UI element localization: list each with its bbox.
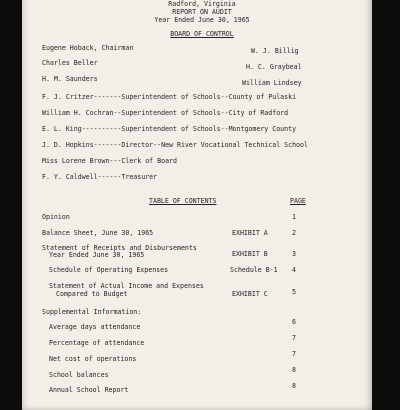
toc-entry-label: School balances: [49, 371, 109, 379]
toc-entry-label: Annual School Report: [49, 386, 129, 394]
toc-entry-label: Schedule of Operating Expenses: [49, 266, 169, 274]
toc-entry-label: Opinion: [42, 213, 70, 221]
board-member: William Lindsey: [242, 79, 302, 87]
toc-entry-label: Percentage of attendance: [49, 339, 145, 347]
toc-entry-label: Year Ended June 30, 1965: [49, 251, 145, 259]
toc-entry-page: 8: [292, 366, 296, 374]
toc-entry-label: Statement of Receipts and Disbursements: [42, 244, 197, 252]
board-member: H. C. Graybeal: [246, 63, 302, 71]
document-page: [22, 0, 372, 410]
officer-line: William H. Cochran--Superintendent of Schools--City of Radford: [42, 109, 289, 117]
board-member: W. J. Billig: [251, 47, 299, 55]
toc-entry-label: Compared to Budget: [56, 290, 128, 298]
header-report: REPORT ON AUDIT: [172, 8, 232, 16]
toc-entry-page: 5: [292, 288, 296, 296]
toc-entry-page: 4: [292, 266, 296, 274]
toc-entry-exhibit: EXHIBIT C: [232, 290, 268, 298]
toc-entry-page: 3: [292, 250, 296, 258]
officer-line: J. D. Hopkins-------Director--New River Vocational Technical School: [42, 141, 308, 149]
toc-entry-page: 7: [292, 334, 296, 342]
officer-line: F. Y. Caldwell------Treasurer: [42, 173, 158, 181]
toc-section-heading: Supplemental Information:: [42, 308, 142, 316]
toc-entry-page: 7: [292, 350, 296, 358]
board-member: Eugene Hoback, Chairman: [42, 44, 134, 52]
toc-entry-label: Statement of Actual Income and Expenses: [49, 282, 204, 290]
board-member: Charles Beller: [42, 59, 98, 67]
toc-entry-label: Balance Sheet, June 30, 1965: [42, 229, 154, 237]
toc-entry-exhibit: EXHIBIT B: [232, 250, 268, 258]
officer-line: F. J. Critzer-------Superintendent of Schools--County of Pulaski: [42, 93, 297, 101]
officer-line: Miss Lorene Brown---Clerk of Board: [42, 157, 177, 165]
toc-title: TABLE OF CONTENTS: [149, 197, 217, 205]
officer-line: E. L. King----------Superintendent of Schools--Montgomery County: [42, 125, 297, 133]
toc-entry-page: 1: [292, 213, 296, 221]
toc-entry-label: Average days attendance: [49, 323, 141, 331]
toc-entry-exhibit: EXHIBIT A: [232, 229, 268, 237]
header-period: Year Ended June 30, 1965: [154, 16, 250, 24]
board-title: BOARD OF CONTROL: [170, 30, 234, 38]
toc-entry-page: 6: [292, 318, 296, 326]
page-content: [22, 0, 372, 410]
toc-entry-exhibit: Schedule B-1: [230, 266, 278, 274]
toc-entry-page: 8: [292, 382, 296, 390]
header-location: Radford, Virginia: [168, 0, 236, 8]
toc-entry-label: Net cost of operations: [49, 355, 137, 363]
toc-page-header: PAGE: [290, 197, 306, 205]
toc-entry-page: 2: [292, 229, 296, 237]
board-member: H. M. Saunders: [42, 75, 98, 83]
